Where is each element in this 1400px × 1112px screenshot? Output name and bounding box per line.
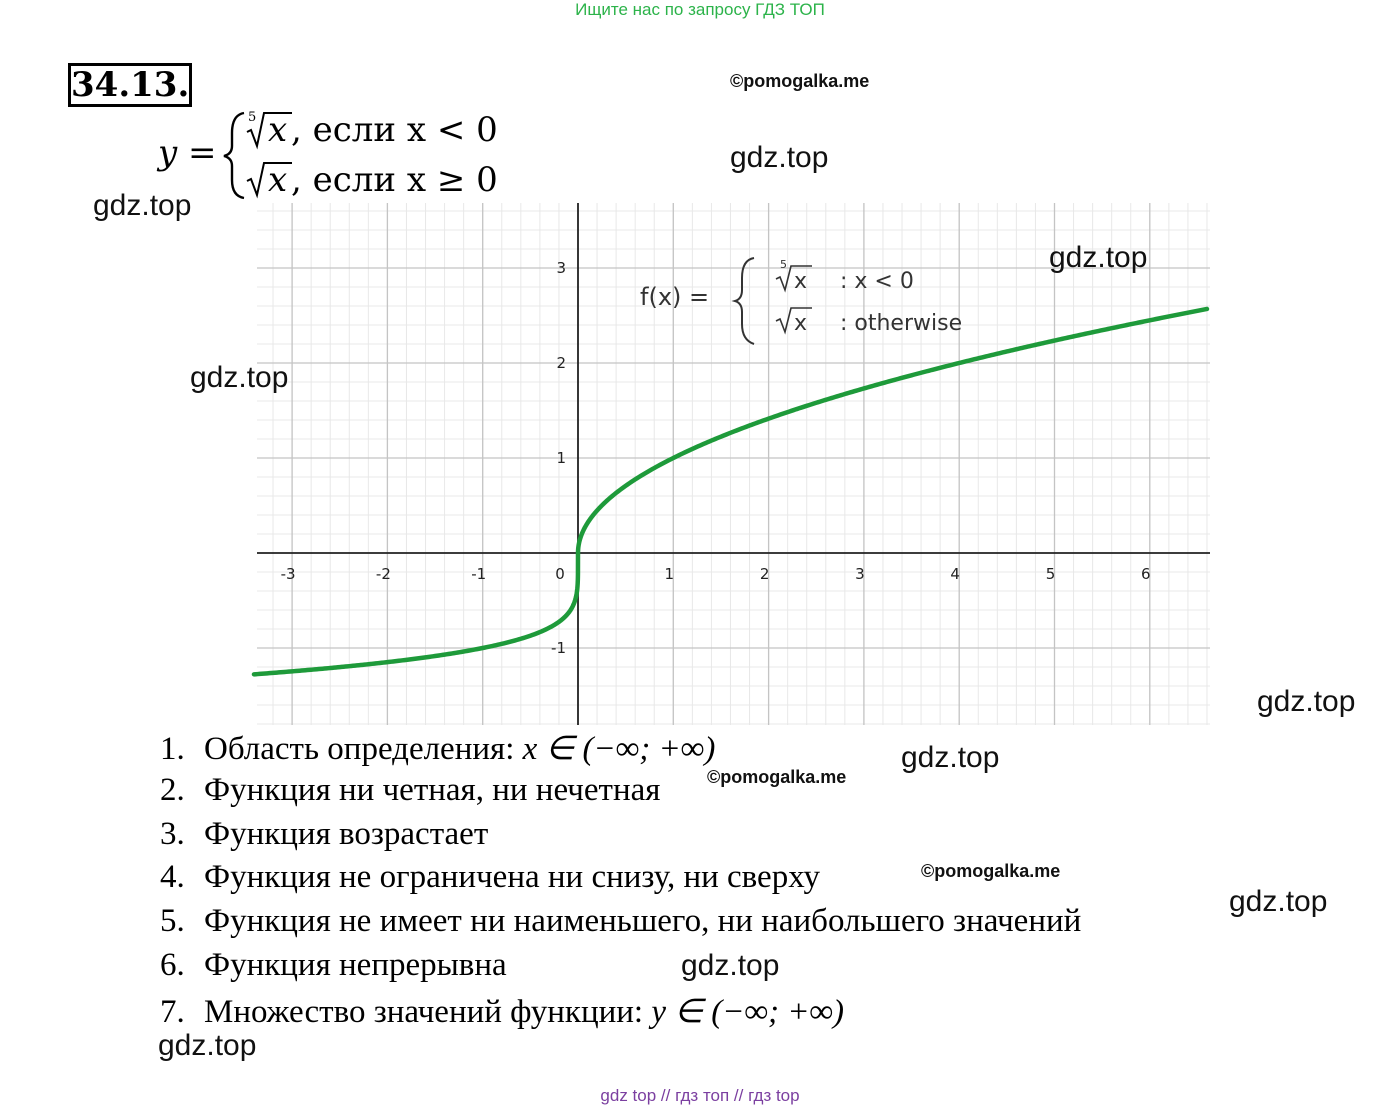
property-number: 7. bbox=[160, 994, 185, 1030]
watermark-gdz: gdz.top bbox=[190, 361, 289, 394]
property-text: Множество значений функции: bbox=[204, 994, 652, 1030]
definition-y-eq: y = bbox=[158, 133, 217, 173]
x-tick-label: -2 bbox=[375, 565, 391, 583]
watermark-gdz: gdz.top bbox=[730, 141, 829, 174]
property-item bbox=[160, 991, 844, 1031]
y-tick-label: 3 bbox=[556, 259, 566, 277]
property-text: Функция не имеет ни наименьшего, ни наибольшего значений bbox=[204, 903, 1082, 939]
property-item bbox=[160, 903, 1081, 940]
header-search-hint[interactable]: Ищите нас по запросу ГДЗ ТОП bbox=[575, 0, 825, 19]
property-text: Функция ни четная, ни нечетная bbox=[204, 772, 661, 808]
watermark-gdz: gdz.top bbox=[1049, 241, 1148, 274]
watermark-gdz: gdz.top bbox=[901, 741, 1000, 774]
property-text: Функция не ограничена ни снизу, ни сверху bbox=[204, 859, 820, 895]
property-text: Область определения: bbox=[204, 731, 523, 767]
property-item bbox=[160, 772, 660, 809]
x-tick-label: 3 bbox=[855, 565, 865, 583]
watermark-gdz: gdz.top bbox=[681, 949, 780, 982]
watermark-gdz: gdz.top bbox=[93, 189, 192, 222]
x-tick-label: 2 bbox=[759, 565, 770, 583]
definition-branch1-cond: , если x < 0 bbox=[291, 110, 498, 150]
task-number: 34.13. bbox=[68, 63, 192, 107]
definition-branch1-expr: x bbox=[268, 110, 288, 150]
legend-root-index: 5 bbox=[780, 258, 787, 271]
legend-label: f(x) = bbox=[640, 283, 710, 311]
y-tick-label: 2 bbox=[556, 354, 566, 372]
chart-legend bbox=[640, 258, 962, 344]
property-item bbox=[160, 859, 820, 896]
y-tick-label: -1 bbox=[551, 639, 566, 657]
legend-case2-expr: x bbox=[794, 311, 808, 336]
grid bbox=[257, 203, 1210, 725]
footer-links[interactable]: gdz top // гдз топ // гдз top bbox=[600, 1086, 800, 1105]
legend-brace bbox=[735, 258, 754, 344]
property-number: 4. bbox=[160, 859, 185, 895]
property-math: x ∈ (−∞; +∞) bbox=[522, 731, 716, 767]
property-math: y ∈ (−∞; +∞) bbox=[651, 994, 845, 1030]
x-tick-label: -3 bbox=[280, 565, 296, 583]
property-text: Функция непрерывна bbox=[204, 947, 507, 983]
property-number: 3. bbox=[160, 816, 185, 852]
watermark-gdz: gdz.top bbox=[158, 1029, 257, 1062]
property-number: 1. bbox=[160, 731, 185, 767]
x-tick-label: 0 bbox=[555, 565, 565, 583]
legend-case1-expr: x bbox=[794, 269, 808, 294]
definition-branch2-expr: x bbox=[268, 160, 288, 200]
x-tick-label: 5 bbox=[1045, 565, 1056, 583]
y-tick-label: 1 bbox=[556, 449, 566, 467]
x-tick-label: 4 bbox=[950, 565, 960, 583]
watermark-pomogalka: ©pomogalka.me bbox=[921, 861, 1061, 881]
property-item bbox=[160, 728, 715, 768]
watermark-pomogalka: ©pomogalka.me bbox=[707, 767, 847, 787]
property-text: Функция возрастает bbox=[204, 816, 489, 852]
property-item bbox=[160, 947, 507, 984]
definition-root-index: 5 bbox=[248, 110, 257, 125]
property-number: 5. bbox=[160, 903, 185, 939]
legend-case1-cond: : x < 0 bbox=[840, 269, 914, 294]
property-item bbox=[160, 816, 488, 853]
x-tick-label: 1 bbox=[664, 565, 675, 583]
definition-branch2-cond: , если x ≥ 0 bbox=[291, 160, 498, 200]
x-tick-label: 6 bbox=[1141, 565, 1151, 583]
legend-case2-cond: : otherwise bbox=[840, 311, 963, 336]
watermark-gdz: gdz.top bbox=[1229, 885, 1328, 918]
watermark-gdz: gdz.top bbox=[1257, 685, 1356, 718]
property-number: 6. bbox=[160, 947, 185, 983]
x-tick-label: -1 bbox=[471, 565, 487, 583]
axes bbox=[257, 203, 1210, 725]
definition-brace bbox=[224, 113, 244, 198]
watermark-pomogalka: ©pomogalka.me bbox=[730, 71, 870, 91]
property-number: 2. bbox=[160, 772, 185, 808]
